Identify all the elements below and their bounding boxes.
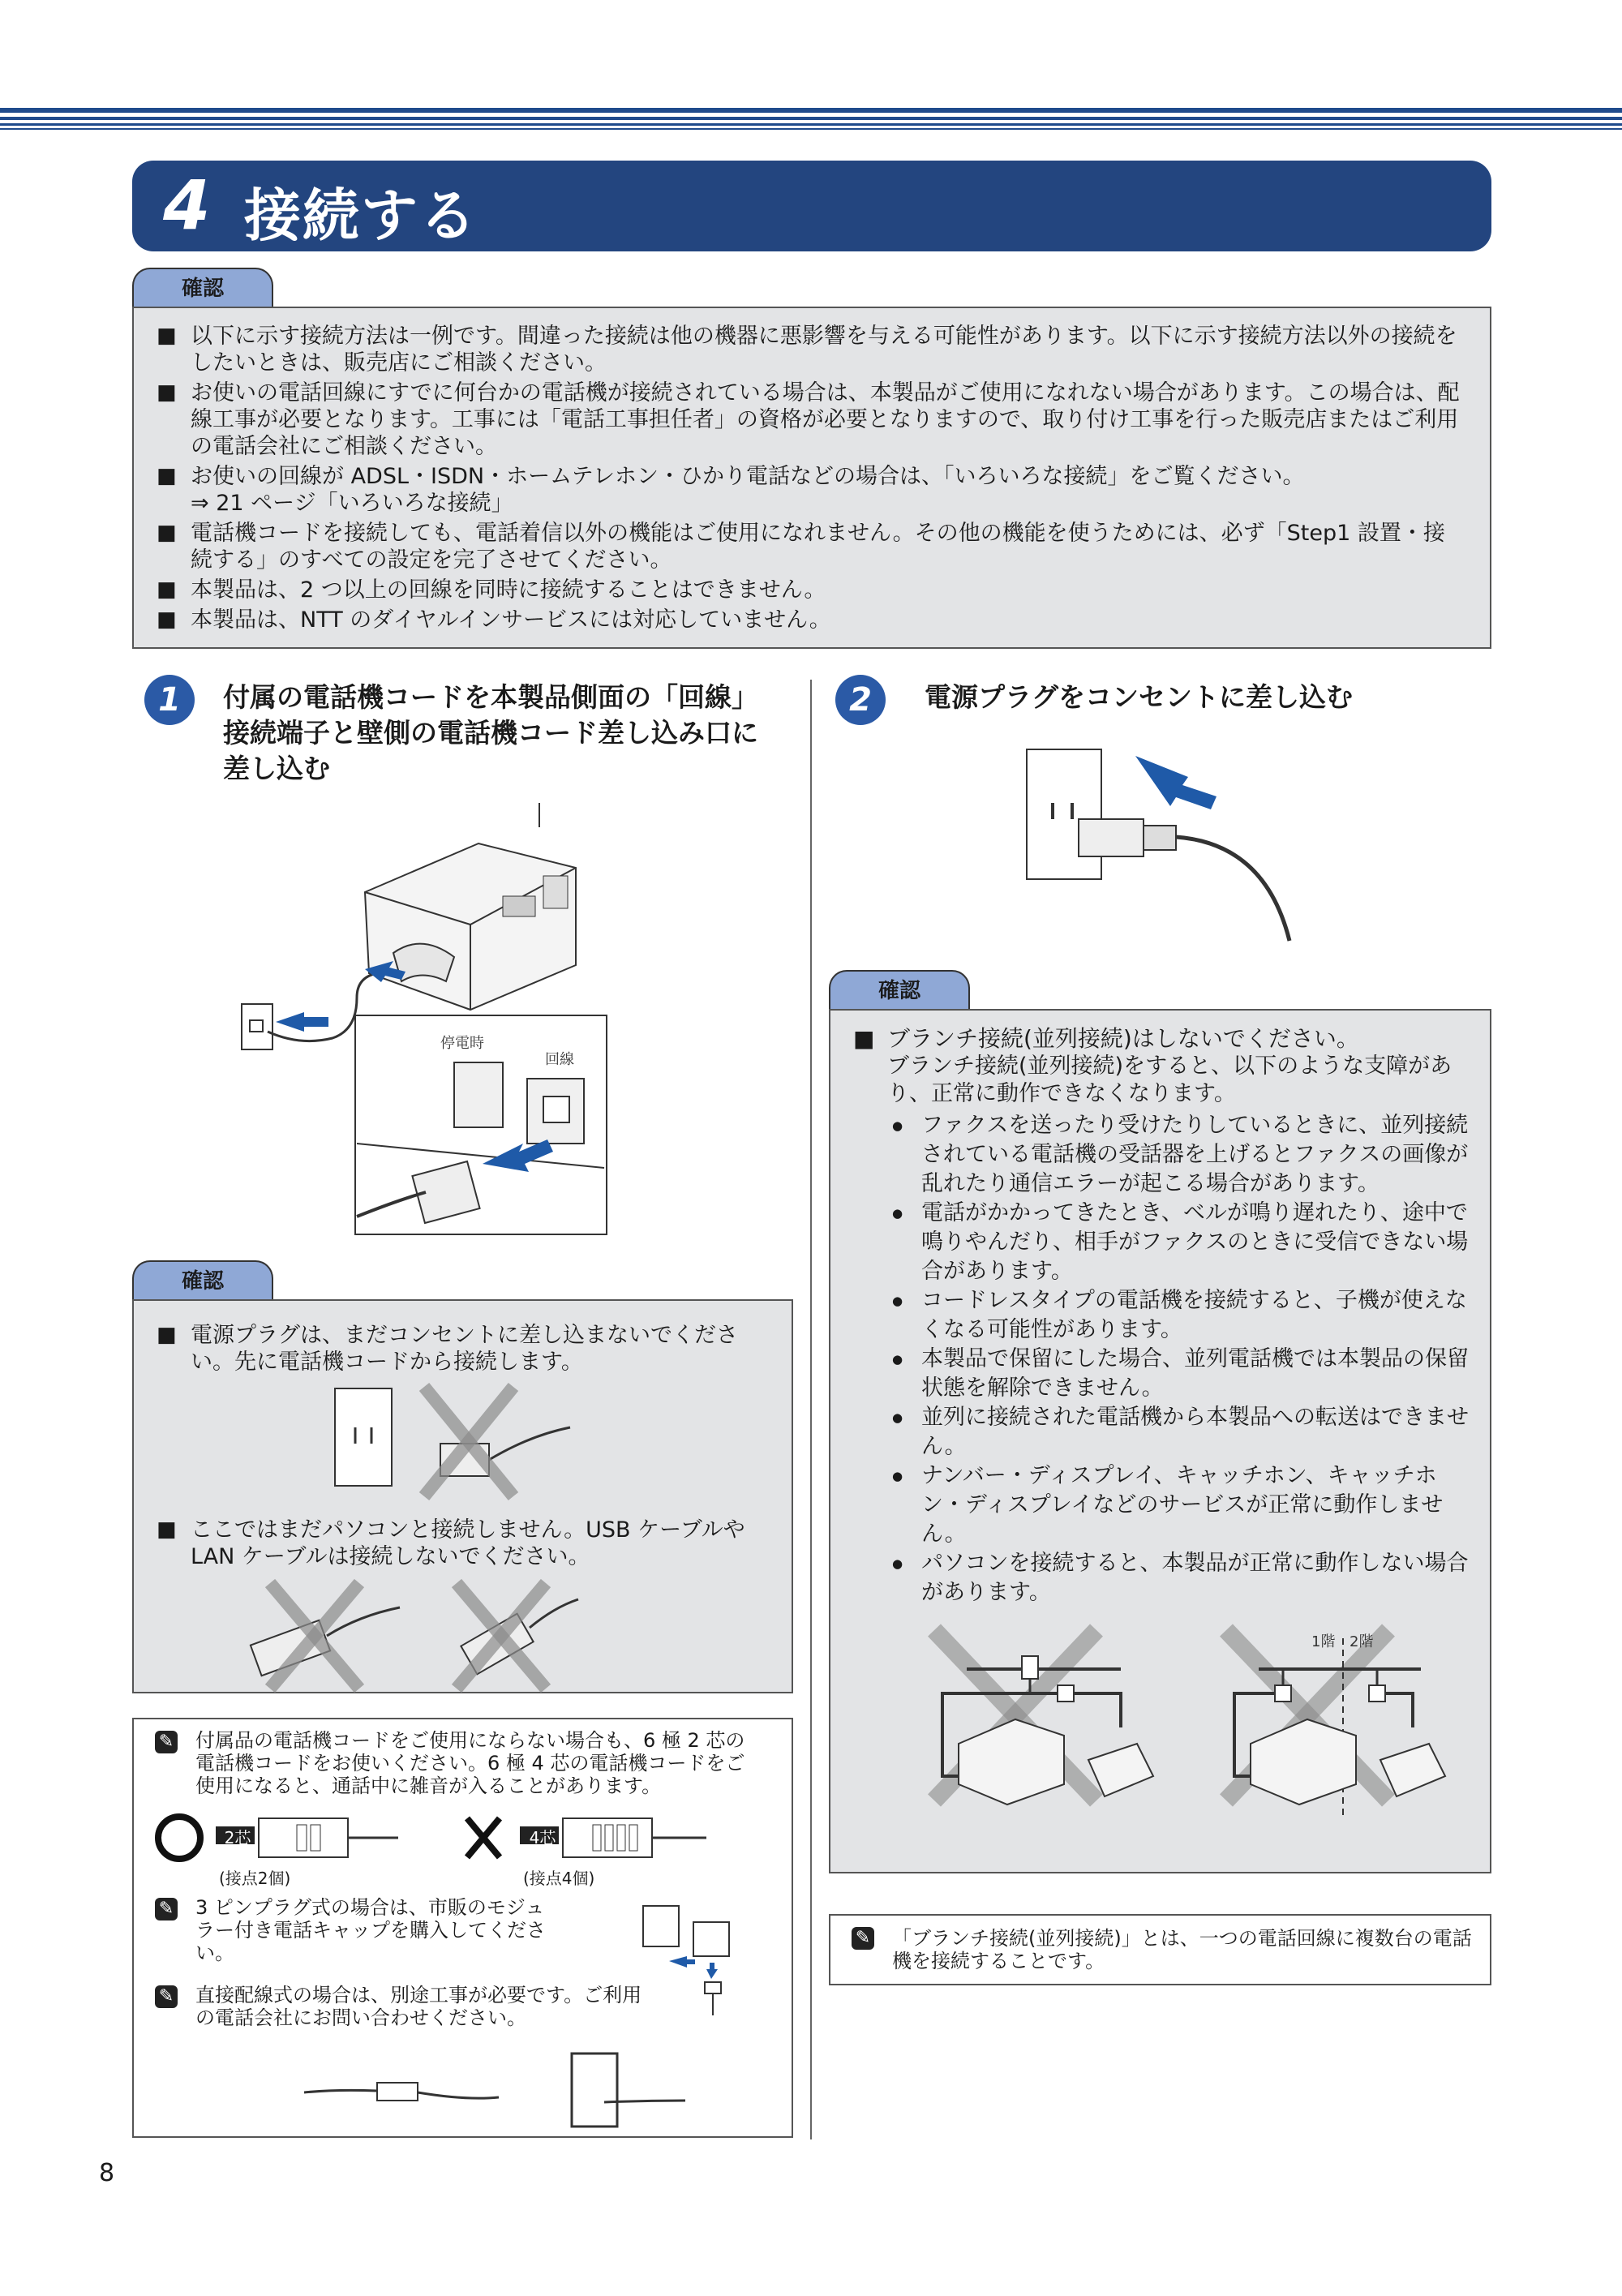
list-item: ■ 本製品は、NTT のダイヤルインサービスには対応していません。 [157,607,1465,633]
branch-connection-illustration [853,1622,1478,1825]
top-rule [0,117,1622,120]
ng-sub: (接点4個) [523,1869,595,1888]
list-item: ● コードレスタイプの電話機を接続すると、子機が使えなくなる可能性があります。 [887,1286,1472,1345]
top-rule [0,108,1622,113]
step-2-title: 電源プラグをコンセントに差し込む [925,681,1353,713]
top-rule [0,123,1622,126]
step-1-badge: 1 [144,675,195,725]
page-number: 8 [99,2159,115,2187]
step-2-confirm-box [829,1009,1491,1873]
list-item: ● ファクスを送ったり受けたりしているときに、並列接続されている電話機の受話器を上げるとファクスの画像が乱れたり通信エラーが起こる場合があります。 [887,1111,1472,1199]
note-icon: ✎ [155,1985,178,2008]
step-1-notes-box [132,1718,793,2138]
printer-connection-illustration [235,803,616,1241]
no-usb-lan-illustration [157,1575,781,1697]
ok-tag: 2芯 [224,1828,251,1848]
floor-2-label: 2階 [1350,1633,1374,1650]
chapter-title: 接続する [244,182,478,249]
chapter-header [132,161,1491,251]
list-item: ● 並列に接続された電話機から本製品への転送はできません。 [887,1403,1472,1461]
step-2-badge: 2 [835,675,886,725]
no-power-plug-illustration [157,1379,781,1508]
note-text: 直接配線式の場合は、別途工事が必要です。ご利用の電話会社にお問い合わせください。 [195,1984,642,2029]
floor-1-label: 1階 [1311,1633,1336,1650]
top-confirm-box [132,307,1491,649]
note-icon: ✎ [155,1731,178,1753]
step-1-title: 付属の電話機コードを本製品側面の「回線」接続端子と壁側の電話機コード差し込み口に差し込む [223,681,758,784]
direct-wiring-illustration [304,2044,710,2133]
list-item: ● パソコンを接続すると、本製品が正常に動作しない場合があります。 [887,1549,1472,1607]
list-item: ■ 電話機コードを接続しても、電話着信以外の機能はご使用になれません。その他の機能を使うためには、必ず「Step1 設置・接続する」のすべての設定を完了させてください。 [157,520,1465,573]
note-text: 「ブランチ接続(並列接続)」とは、一つの電話回線に複数台の電話機を接続することです。 [892,1927,1472,1972]
column-divider [810,680,812,2139]
label-kaisen: 回線 [545,1051,574,1068]
top-confirm-list [157,323,1465,633]
note-text: 3 ピンプラグ式の場合は、市販のモジュラー付き電話キャップを購入してください。 [195,1896,546,1964]
list-item: ■ お使いの回線が ADSL・ISDN・ホームテレホン・ひかり電話などの場合は、「いろいろな接続」をご覧ください。 ⇒ 21 ページ「いろいろな接続」 [157,463,1465,517]
list-item: ■ 本製品は、2 つ以上の回線を同時に接続することはできません。 [157,577,1465,603]
list-item: ● 電話がかかってきたとき、ベルが鳴り遅れたり、途中で鳴りやんだり、相手がファクスのときに受信できない場合があります。 [887,1199,1472,1286]
list-item: ■ ここではまだパソコンと接続しません。USB ケーブルや LAN ケーブルは接続しないでください。 [157,1517,774,1570]
power-plug-illustration [1022,738,1314,949]
ng-tag: 4芯 [529,1828,556,1848]
label-teidenji: 停電時 [440,1035,484,1052]
confirm-tab: 確認 [829,970,970,1011]
page-reference: ⇒ 21 ページ「いろいろな接続」 [191,491,513,516]
list-item: ■ お使いの電話回線にすでに何台かの電話機が接続されている場合は、本製品がご使用になれない場合があります。この場合は、配線工事が必要となります。工事には「電話工事担任者」の資格が必要となりますので、取り付け工事を行った販売店またはご利用の電話会社にご相談ください。 [157,380,1465,460]
branch-intro: ブランチ接続(並列接続)をすると、以下のような支障があり、正常に動作できなくなります。 [887,1054,1453,1106]
confirm-tab: 確認 [132,1260,273,1301]
list-item: ● 本製品で保留にした場合、並列電話機では本製品の保留状態を解除できません。 [887,1345,1472,1403]
top-rule [0,128,1622,130]
branch-issue-list [853,1111,1472,1607]
confirm-tab: 確認 [132,268,273,308]
note-icon: ✎ [155,1898,178,1920]
ok-sub: (接点2個) [219,1869,291,1888]
note-text: 付属品の電話機コードをご使用にならない場合も、6 極 2 芯の電話機コードをお使いください。6 極 4 芯の電話機コードをご使用になると、通話中に雑音が入ることがあります。 [195,1729,745,1797]
step-2-note-box [829,1914,1491,1985]
chapter-number: 4 [163,165,211,245]
modular-cap-illustration [637,1898,758,2019]
branch-heading: ■ ブランチ接続(並列接続)はしないでください。 [853,1025,1359,1052]
list-item: ■ 以下に示す接続方法は一例です。間違った接続は他の機器に悪影響を与える可能性があります。以下に示す接続方法以外の接続をしたいときは、販売店にご相談ください。 [157,323,1465,376]
list-item: ■ 電源プラグは、まだコンセントに差し込まないでください。先に電話機コードから接続します。 [157,1322,774,1375]
note-icon: ✎ [852,1927,874,1950]
list-item: ● ナンバー・ディスプレイ、キャッチホン、キャッチホン・ディスプレイなどのサービスが正常に動作しません。 [887,1461,1472,1549]
step-1-confirm-box [132,1299,793,1693]
